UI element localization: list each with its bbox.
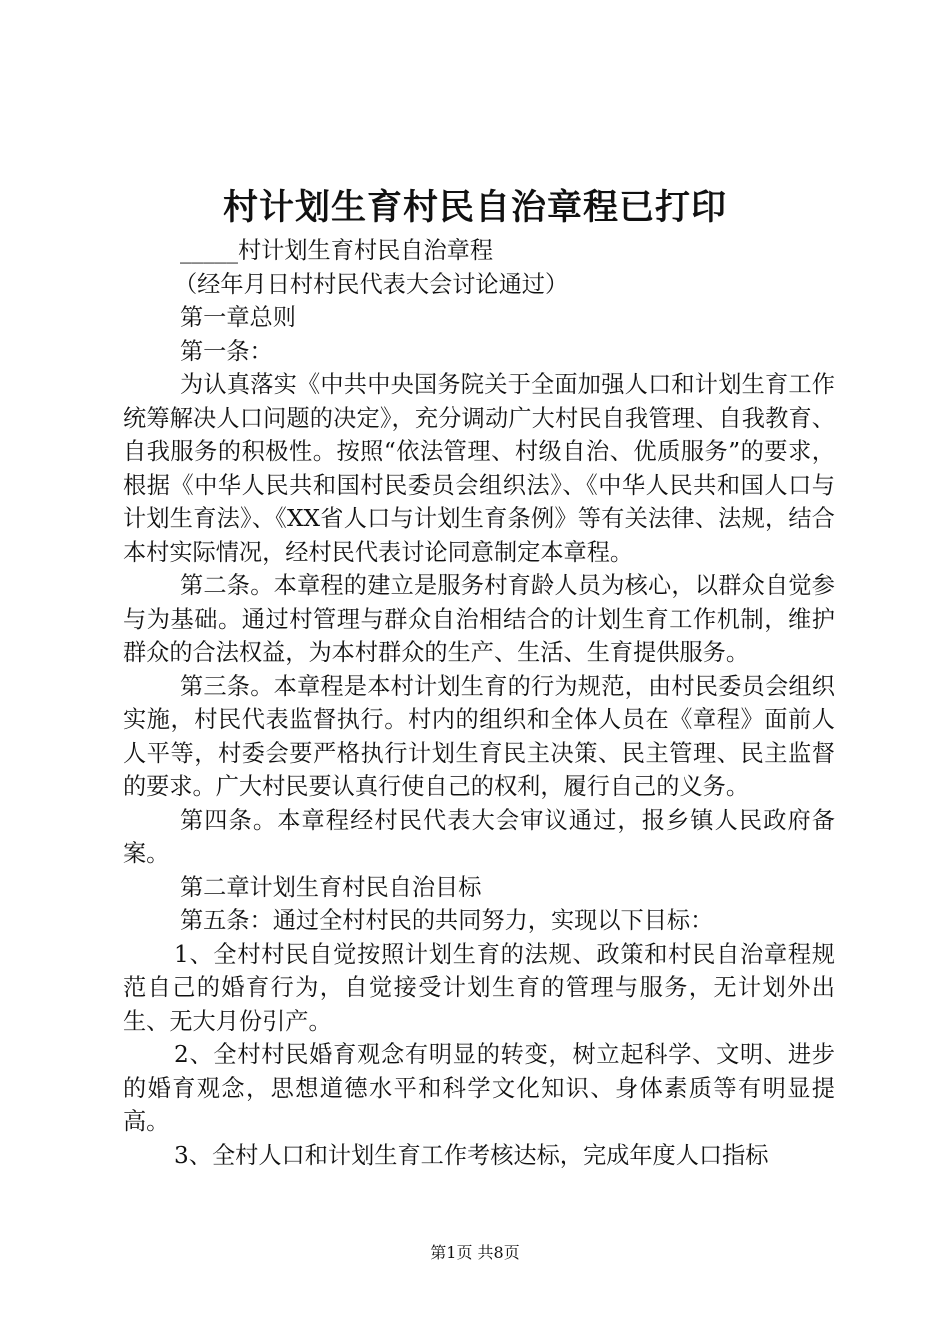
list-item: 1、全村村民自觉按照计划生育的法规、政策和村民自治章程规范自己的婚育行为，自觉接受计划生育的管理与服务，无计划外出生、无大月份引产。	[123, 940, 835, 1035]
list-item: 3、全村人口和计划生育工作考核达标，完成年度人口指标	[174, 1141, 769, 1169]
chapter-heading: 第一章总则	[180, 304, 296, 331]
body-paragraph: 为认真落实《中共中央国务院关于全面加强人口和计划生育工作统筹解决人口问题的决定》，充分调动广大村民自我管理、自我教育、自我服务的积极性。按照“依法管理、村级自治、优质服务”的要求，根据《中华人民共和国村民委员会组织法》、《中华人民共和国人口与计划生育法》、《XX省人口与计划生育条例》等有关法律、法规，结合本村实际情况，经村民代表讨论同意制定本章程。	[123, 371, 835, 566]
chapter-heading: 第二章计划生育村民自治目标	[180, 873, 482, 901]
body-paragraph: 第二条。本章程的建立是服务村育龄人员为核心，以群众自觉参与为基础。通过村管理与群众自治相结合的计划生育工作机制，维护群众的合法权益，为本村群众的生产、生活、生育提供服务。	[123, 572, 835, 666]
page-number: 第1页 共8页	[430, 1243, 520, 1262]
document-title: 村计划生育村民自治章程已打印	[222, 187, 727, 228]
article-heading: 第一条：	[180, 337, 273, 365]
body-paragraph: _____村计划生育村民自治章程	[180, 237, 494, 264]
list-item: 2、全村村民婚育观念有明显的转变，树立起科学、文明、进步的婚育观念，思想道德水平和科学文化知识、身体素质等有明显提高。	[123, 1041, 835, 1135]
body-paragraph: 第三条。本章程是本村计划生育的行为规范，由村民委员会组织实施，村民代表监督执行。村内的组织和全体人员在《章程》面前人人平等，村委会要严格执行计划生育民主决策、民主管理、民主监督的要求。广大村民要认真行使自己的权利，履行自己的义务。	[123, 672, 835, 800]
body-paragraph: （经年月日村村民代表大会讨论通过）	[174, 270, 569, 298]
body-paragraph: 第五条：通过全村村民的共同努力，实现以下目标：	[180, 907, 714, 934]
document-body	[123, 234, 835, 1172]
body-paragraph: 第四条。本章程经村民代表大会审议通过，报乡镇人民政府备案。	[123, 806, 835, 867]
